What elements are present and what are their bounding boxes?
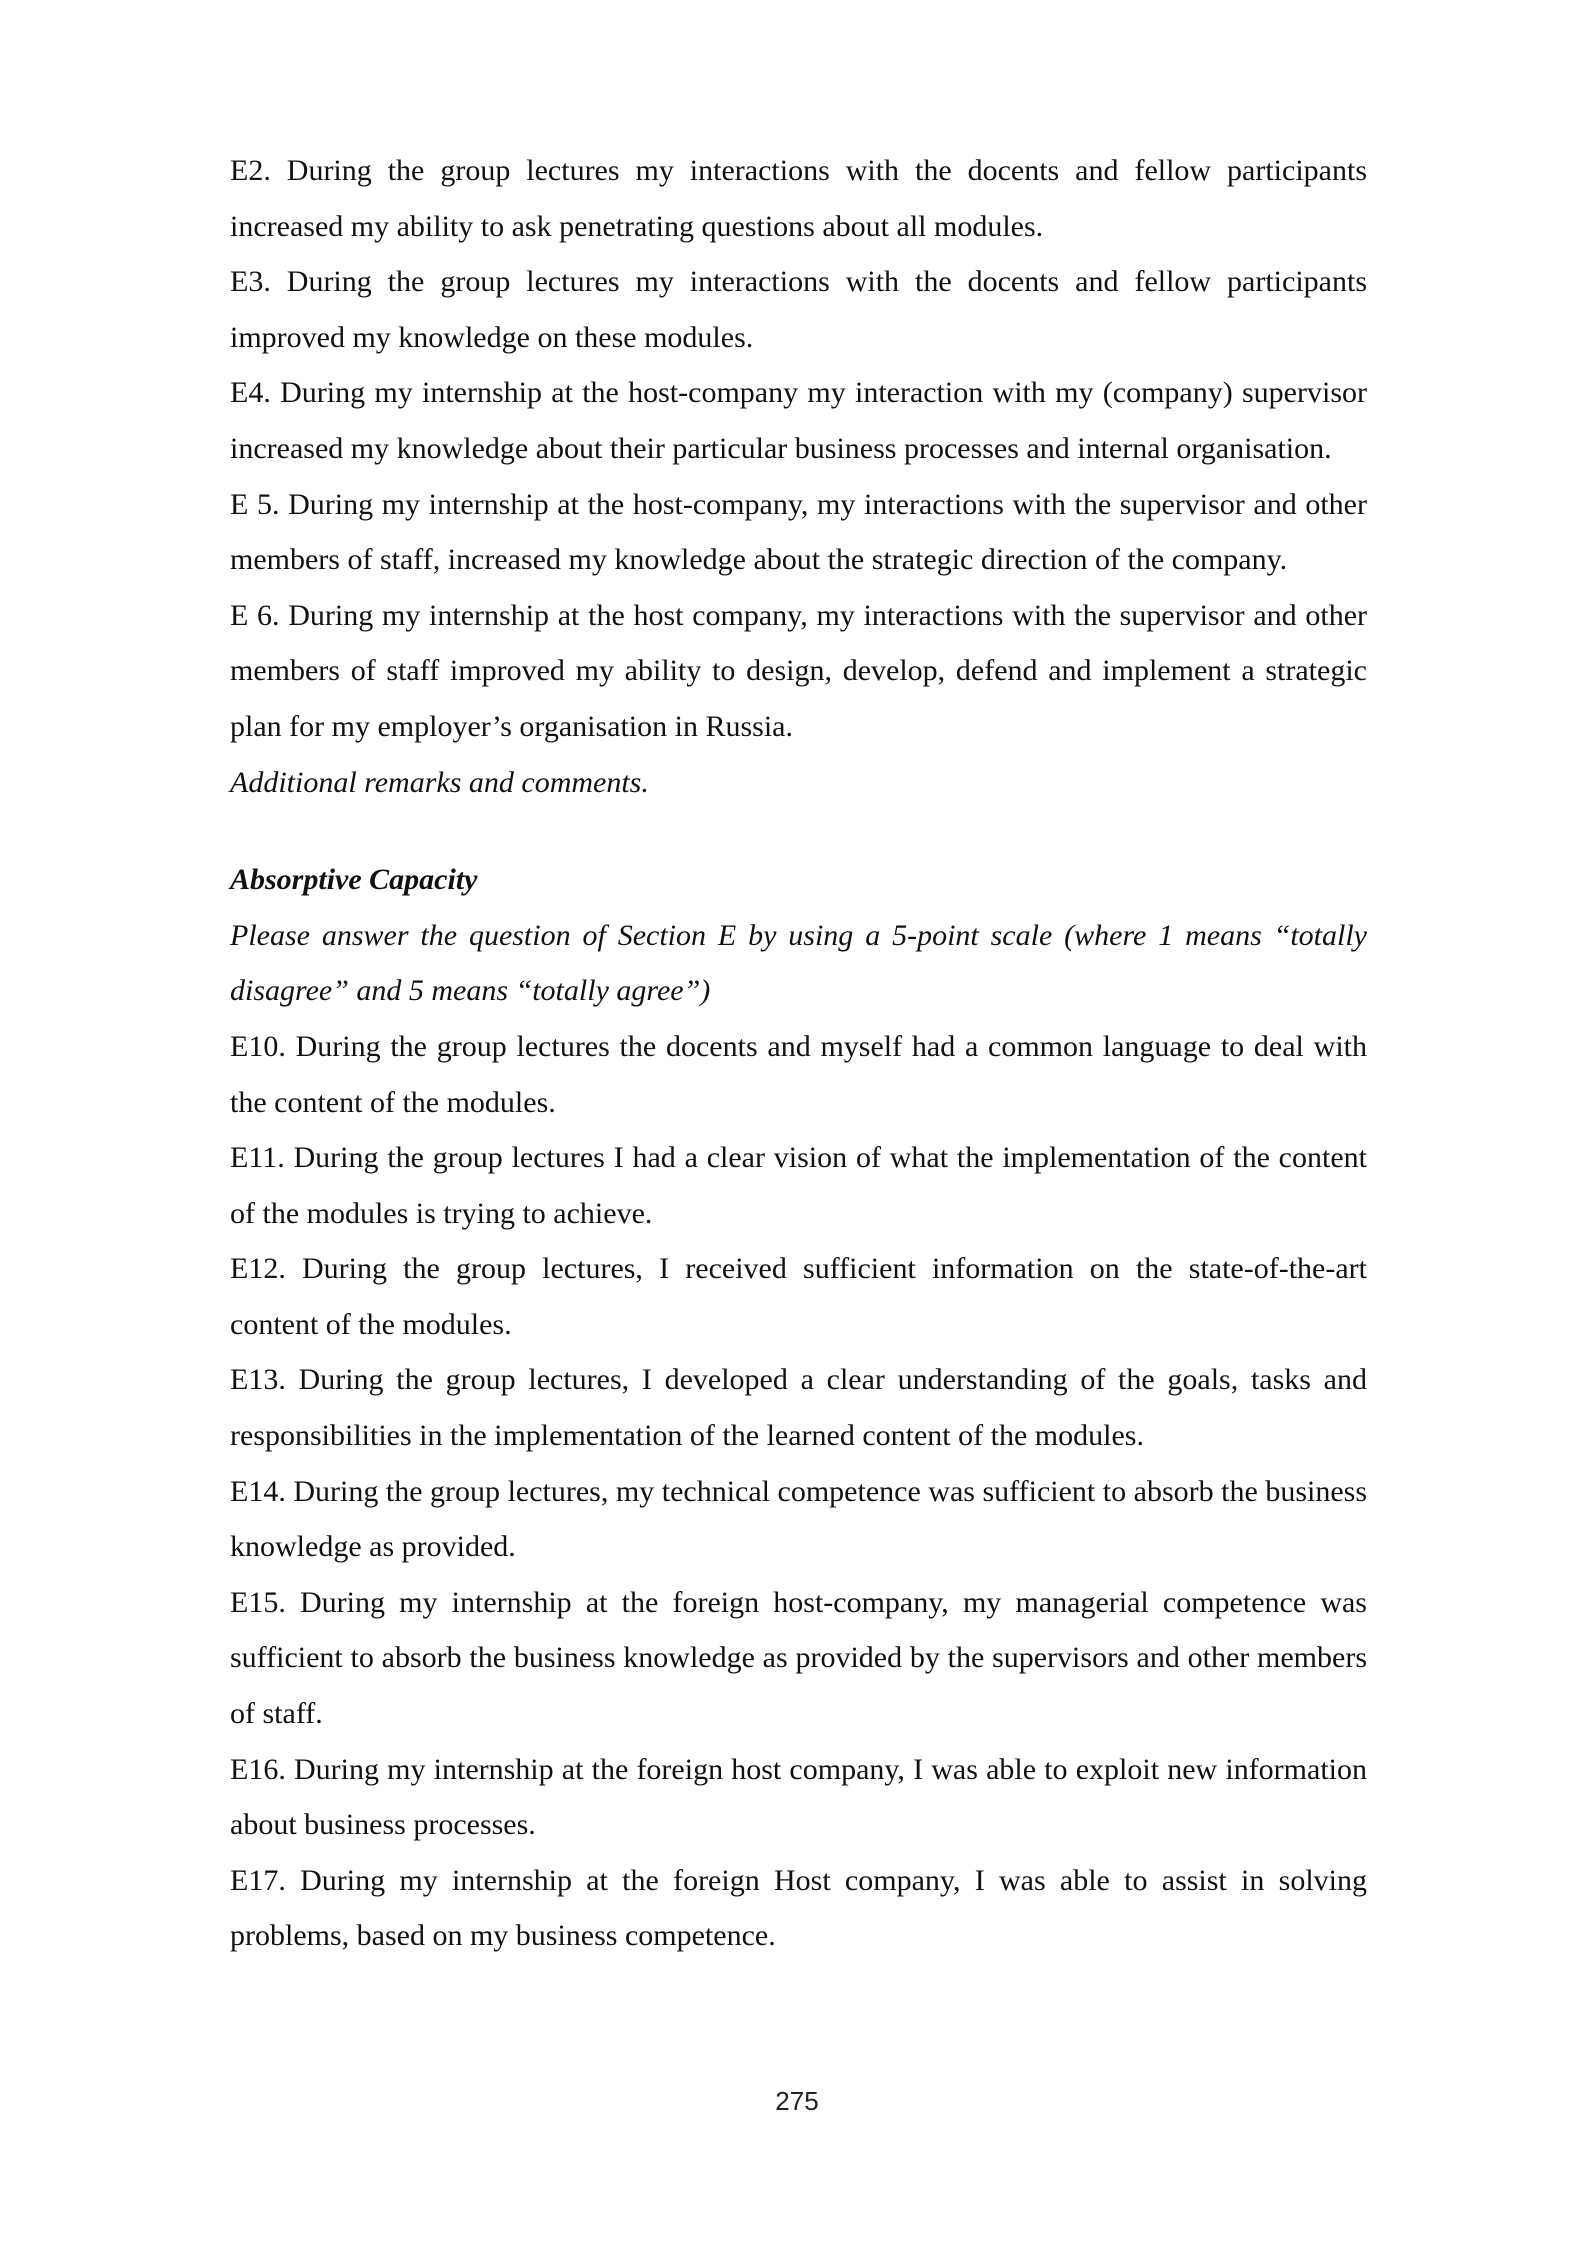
- question-e17: E17. During my internship at the foreign Host company, I was able to assist in solving problems, based on my business competence.: [230, 1863, 1367, 1953]
- question-e4: E4. During my internship at the host-company my interaction with my (company) supervisor increased my knowledge about their particular business processes and internal organisation.: [230, 376, 1367, 465]
- question-e12: E12. During the group lectures, I received sufficient information on the state-of-the-art content of the modules.: [230, 1252, 1367, 1341]
- question-e13: E13. During the group lectures, I developed a clear understanding of the goals, tasks and responsibilities in the implementation of the learned content of the modules.: [230, 1363, 1367, 1453]
- question-e5: E 5. During my internship at the host-company, my interactions with the supervisor and other members of staff, increased my knowledge about the strategic direction of the company.: [230, 487, 1367, 577]
- section-instruction: Please answer the question of Section E by using a 5-point scale (where 1 means “totally disagree” and 5 means “totally agree”): [230, 918, 1367, 1008]
- question-e15: E15. During my internship at the foreign host-company, my managerial competence was sufficient to absorb the business knowledge as provided by the supervisors and other members of staff.: [230, 1585, 1367, 1731]
- question-e3: E3. During the group lectures my interactions with the docents and fellow participants improved my knowledge on these modules.: [230, 265, 1367, 354]
- section-heading: Absorptive Capacity: [230, 863, 478, 897]
- question-e6: E 6. During my internship at the host company, my interactions with the supervisor and other members of staff improved my ability to design, develop, defend and implement a strategic plan for my employer’s organisation in Russia.: [230, 598, 1367, 743]
- question-e2: E2. During the group lectures my interactions with the docents and fellow participants increased my ability to ask penetrating questions about all modules.: [230, 154, 1367, 243]
- page-body: [230, 143, 1367, 1964]
- question-e11: E11. During the group lectures I had a clear vision of what the implementation of the content of the modules is trying to achieve.: [230, 1141, 1367, 1230]
- question-e14: E14. During the group lectures, my technical competence was sufficient to absorb the business knowledge as provided.: [230, 1474, 1367, 1564]
- additional-remarks: Additional remarks and comments.: [230, 765, 649, 799]
- question-e16: E16. During my internship at the foreign host company, I was able to exploit new information about business processes.: [230, 1752, 1367, 1842]
- page-number: 275: [775, 2086, 819, 2116]
- question-e10: E10. During the group lectures the docents and myself had a common language to deal with the content of the modules.: [230, 1029, 1367, 1119]
